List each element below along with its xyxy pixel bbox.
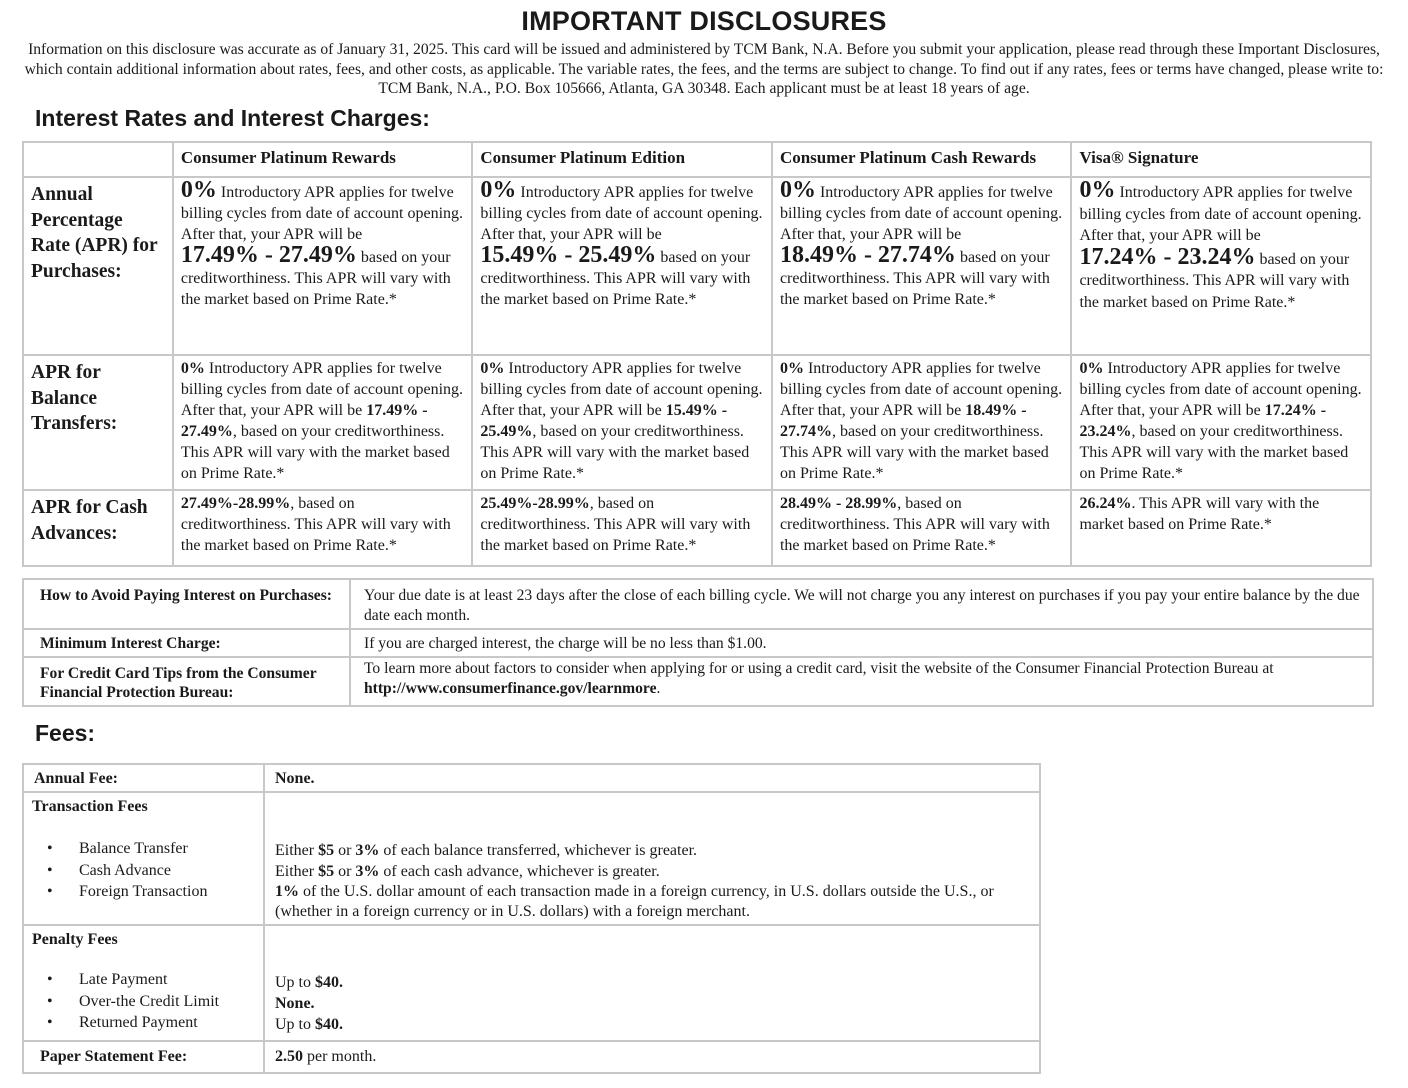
over-limit-fee: None. [275,995,315,1012]
apr-purchases-row [23,177,1371,355]
purchase-apr: 17.49% - 27.49% [180,242,357,268]
page-title: IMPORTANT DISCLOSURES [521,6,887,36]
fee-amount: 2.50 [275,1048,303,1065]
cfpb-text: To learn more about factors to consider when applying for or using a credit card, visit the website of the Consumer Financial Protection Bureau at [364,660,1274,677]
intro-text: Introductory APR applies for twelve billing cycles from date of account opening. After that, your APR will be [480,360,763,419]
intro-text: Introductory APR applies for twelve billing cycles from date of account opening. [1079,184,1362,223]
list-item: • Returned Payment [32,1012,255,1034]
fee-percent: 3% [355,863,380,880]
late-payment-fee [275,972,1031,993]
apr-balance-row [23,355,1371,490]
apr-header-row [23,142,1371,177]
cash-apr: 28.49% - 28.99% [779,495,898,512]
purchases-cell [1071,177,1371,355]
list-item: • Foreign Transaction [32,881,255,903]
tail-text: based on your creditworthiness. This APR will vary with the market based on Prime Rate.* [180,249,451,308]
tail-text: , based on creditworthiness. This APR will vary with the market based on Prime Rate.* [779,495,1050,554]
balance-cell [472,355,772,490]
balance-apr: 17.24% - 23.24% [1079,402,1327,440]
after-text: After that, your APR will be [1079,227,1261,244]
cash-apr: 25.49%-28.99% [480,495,590,512]
avoid-interest-label: How to Avoid Paying Interest on Purchases: [23,579,350,629]
tail-text: based on your creditworthiness. This APR will vary with the market based on Prime Rate.* [1079,250,1350,311]
row-label-purchases: Annual Percentage Rate (APR) for Purchases: [23,177,173,355]
cfpb-value [350,657,1373,706]
fee-row-transaction [23,792,1040,925]
intro-rate: 0% [480,360,505,377]
intro-text: Introductory APR applies for twelve billing cycles from date of account opening. [779,184,1063,222]
fee-row-penalty [23,925,1040,1041]
tail-text: based on your creditworthiness. This APR will vary with the market based on Prime Rate.* [779,249,1050,308]
foreign-transaction-fee [275,882,1031,922]
intro-text: Introductory APR applies for twelve billing cycles from date of account opening. After that, your APR will be [779,360,1063,419]
text: or [334,842,356,859]
cash-cell [472,490,772,566]
paper-statement-value [264,1041,1040,1073]
intro-rate: 0% [1079,360,1104,377]
text: Either [275,842,319,859]
intro-rate: 0% [779,360,804,377]
transaction-fees-values [264,792,1040,925]
row-label-balance: APR for Balance Transfers: [23,355,173,490]
returned-payment-fee [275,1014,1031,1035]
intro-rate: 0% [779,177,816,203]
tail-text: based on your creditworthiness. This APR will vary with the market based on Prime Rate.* [480,249,751,308]
tail-text: . This APR will vary with the market based on Prime Rate.* [1079,495,1320,533]
transaction-fees-label: Transaction Fees [32,798,148,815]
balance-cell [173,355,473,490]
column-header: Consumer Platinum Rewards [173,142,473,177]
annual-fee-value: None. [264,764,1040,792]
cfpb-link[interactable]: http://www.consumerfinance.gov/learnmore [364,680,657,697]
balance-transfer-fee [275,840,1031,861]
purchases-cell [772,177,1072,355]
penalty-fees-list [32,969,255,1034]
intro-rate: 0% [1079,177,1116,203]
penalty-fees-cell [23,925,264,1041]
annual-fee-label: Annual Fee: [23,764,264,792]
text: or [334,863,356,880]
after-text: After that, your APR will be [180,226,363,243]
tail-text: , based on your creditworthiness. This APR will vary with the market based on Prime Rate.* [480,423,750,482]
purchases-cell [472,177,772,355]
text: of the U.S. dollar amount of each transaction made in a foreign currency, in U.S. dollars outside the U.S., or (whether in a foreign currency or in U.S. dollars) with a foreign merchant. [275,883,994,920]
text: Either [275,863,319,880]
apr-table [22,141,1372,567]
list-item: • Over-the Credit Limit [32,991,255,1013]
fee-row-paper [23,1041,1040,1073]
paper-statement-label: Paper Statement Fee: [23,1041,264,1073]
transaction-fees-list [32,838,255,903]
apr-cash-row [23,490,1371,566]
text: per month. [303,1048,377,1065]
penalty-fees-values [264,925,1040,1041]
intro-rate: 0% [180,360,205,377]
intro-text: Introductory APR applies for twelve billing cycles from date of account opening. After that, your APR will be [1079,360,1362,419]
list-item: • Cash Advance [32,860,255,882]
interest-heading: Interest Rates and Interest Charges: [35,105,430,131]
tail-text: , based on your creditworthiness. This APR will vary with the market based on Prime Rate.* [180,423,450,482]
apr-header-empty [23,142,173,177]
fee-amount: $5 [318,863,335,880]
cash-cell [1071,490,1371,566]
intro-rate: 0% [180,177,217,203]
balance-apr: 18.49% - 27.74% [779,402,1027,440]
purchase-apr: 17.24% - 23.24% [1079,243,1256,270]
cash-cell [173,490,473,566]
avoid-interest-value: Your due date is at least 23 days after the close of each billing cycle. We will not charge you any interest on purchases if you pay your entire balance by the due date each month. [350,579,1373,629]
column-header: Consumer Platinum Cash Rewards [772,142,1072,177]
fee-percent: 1% [275,883,299,900]
intro-paragraph: Information on this disclosure was accurate as of January 31, 2025. This card will be issued and administered by TCM Bank, N.A. Before you submit your application, please read through these Important Disclosures, which contain additional information about rates, fees, and other costs, as applicable. The variable rates, the fees, and the terms are subject to change. To find out if any rates, fees or terms have changed, please write to: TCM Bank, N.A., P.O. Box 105666, Atlanta, GA 30348. Each applicant must be at least 18 years of age. [24,41,1384,97]
info-row-min [23,629,1373,657]
cfpb-end: . [656,680,661,697]
purchase-apr: 18.49% - 27.74% [779,242,956,268]
info-row-avoid [23,579,1373,629]
balance-cell [772,355,1072,490]
text: of each balance transferred, whichever is greater. [379,842,698,859]
balance-cell [1071,355,1371,490]
fee-amount: $40. [315,1016,343,1033]
cash-apr: 27.49%-28.99% [180,495,291,512]
info-table [22,578,1374,707]
tail-text: , based on your creditworthiness. This APR will vary with the market based on Prime Rate.* [779,423,1049,482]
fee-amount: $40. [315,974,343,991]
cfpb-label: For Credit Card Tips from the Consumer Financial Protection Bureau: [23,657,350,706]
row-label-cash: APR for Cash Advances: [23,490,173,566]
after-text: After that, your APR will be [480,226,662,243]
after-text: After that, your APR will be [779,226,962,243]
fees-heading: Fees: [35,720,96,746]
cash-apr: 26.24% [1079,495,1132,512]
intro-text: Introductory APR applies for twelve billing cycles from date of account opening. After that, your APR will be [180,360,464,419]
tail-text: , based on your creditworthiness. This APR will vary with the market based on Prime Rate.* [1079,423,1349,482]
text: of each cash advance, whichever is greater. [379,863,660,880]
intro-rate: 0% [480,177,517,203]
penalty-fees-label: Penalty Fees [32,931,118,948]
cash-advance-fee [275,861,1031,882]
column-header: Visa® Signature [1071,142,1371,177]
list-item: • Late Payment [32,969,255,991]
text: Up to [275,974,315,991]
list-item: • Balance Transfer [32,838,255,860]
tail-text: , based on creditworthiness. This APR will vary with the market based on Prime Rate.* [480,495,751,554]
intro-text: Introductory APR applies for twelve billing cycles from date of account opening. [480,184,763,222]
tail-text: , based on creditworthiness. This APR will vary with the market based on Prime Rate.* [180,495,451,554]
column-header: Consumer Platinum Edition [472,142,772,177]
info-row-cfpb [23,657,1373,706]
min-interest-label: Minimum Interest Charge: [23,629,350,657]
purchase-apr: 15.49% - 25.49% [480,242,657,268]
fee-row-annual [23,764,1040,792]
purchases-cell [173,177,473,355]
balance-apr: 17.49% - 27.49% [180,402,428,440]
balance-apr: 15.49% - 25.49% [480,402,728,440]
intro-text: Introductory APR applies for twelve billing cycles from date of account opening. [180,184,464,222]
fee-percent: 3% [355,842,380,859]
transaction-fees-cell [23,792,264,925]
fees-table [22,763,1041,1074]
fee-amount: $5 [318,842,335,859]
text: Up to [275,1016,315,1033]
min-interest-value: If you are charged interest, the charge will be no less than $1.00. [350,629,1373,657]
cash-cell [772,490,1072,566]
